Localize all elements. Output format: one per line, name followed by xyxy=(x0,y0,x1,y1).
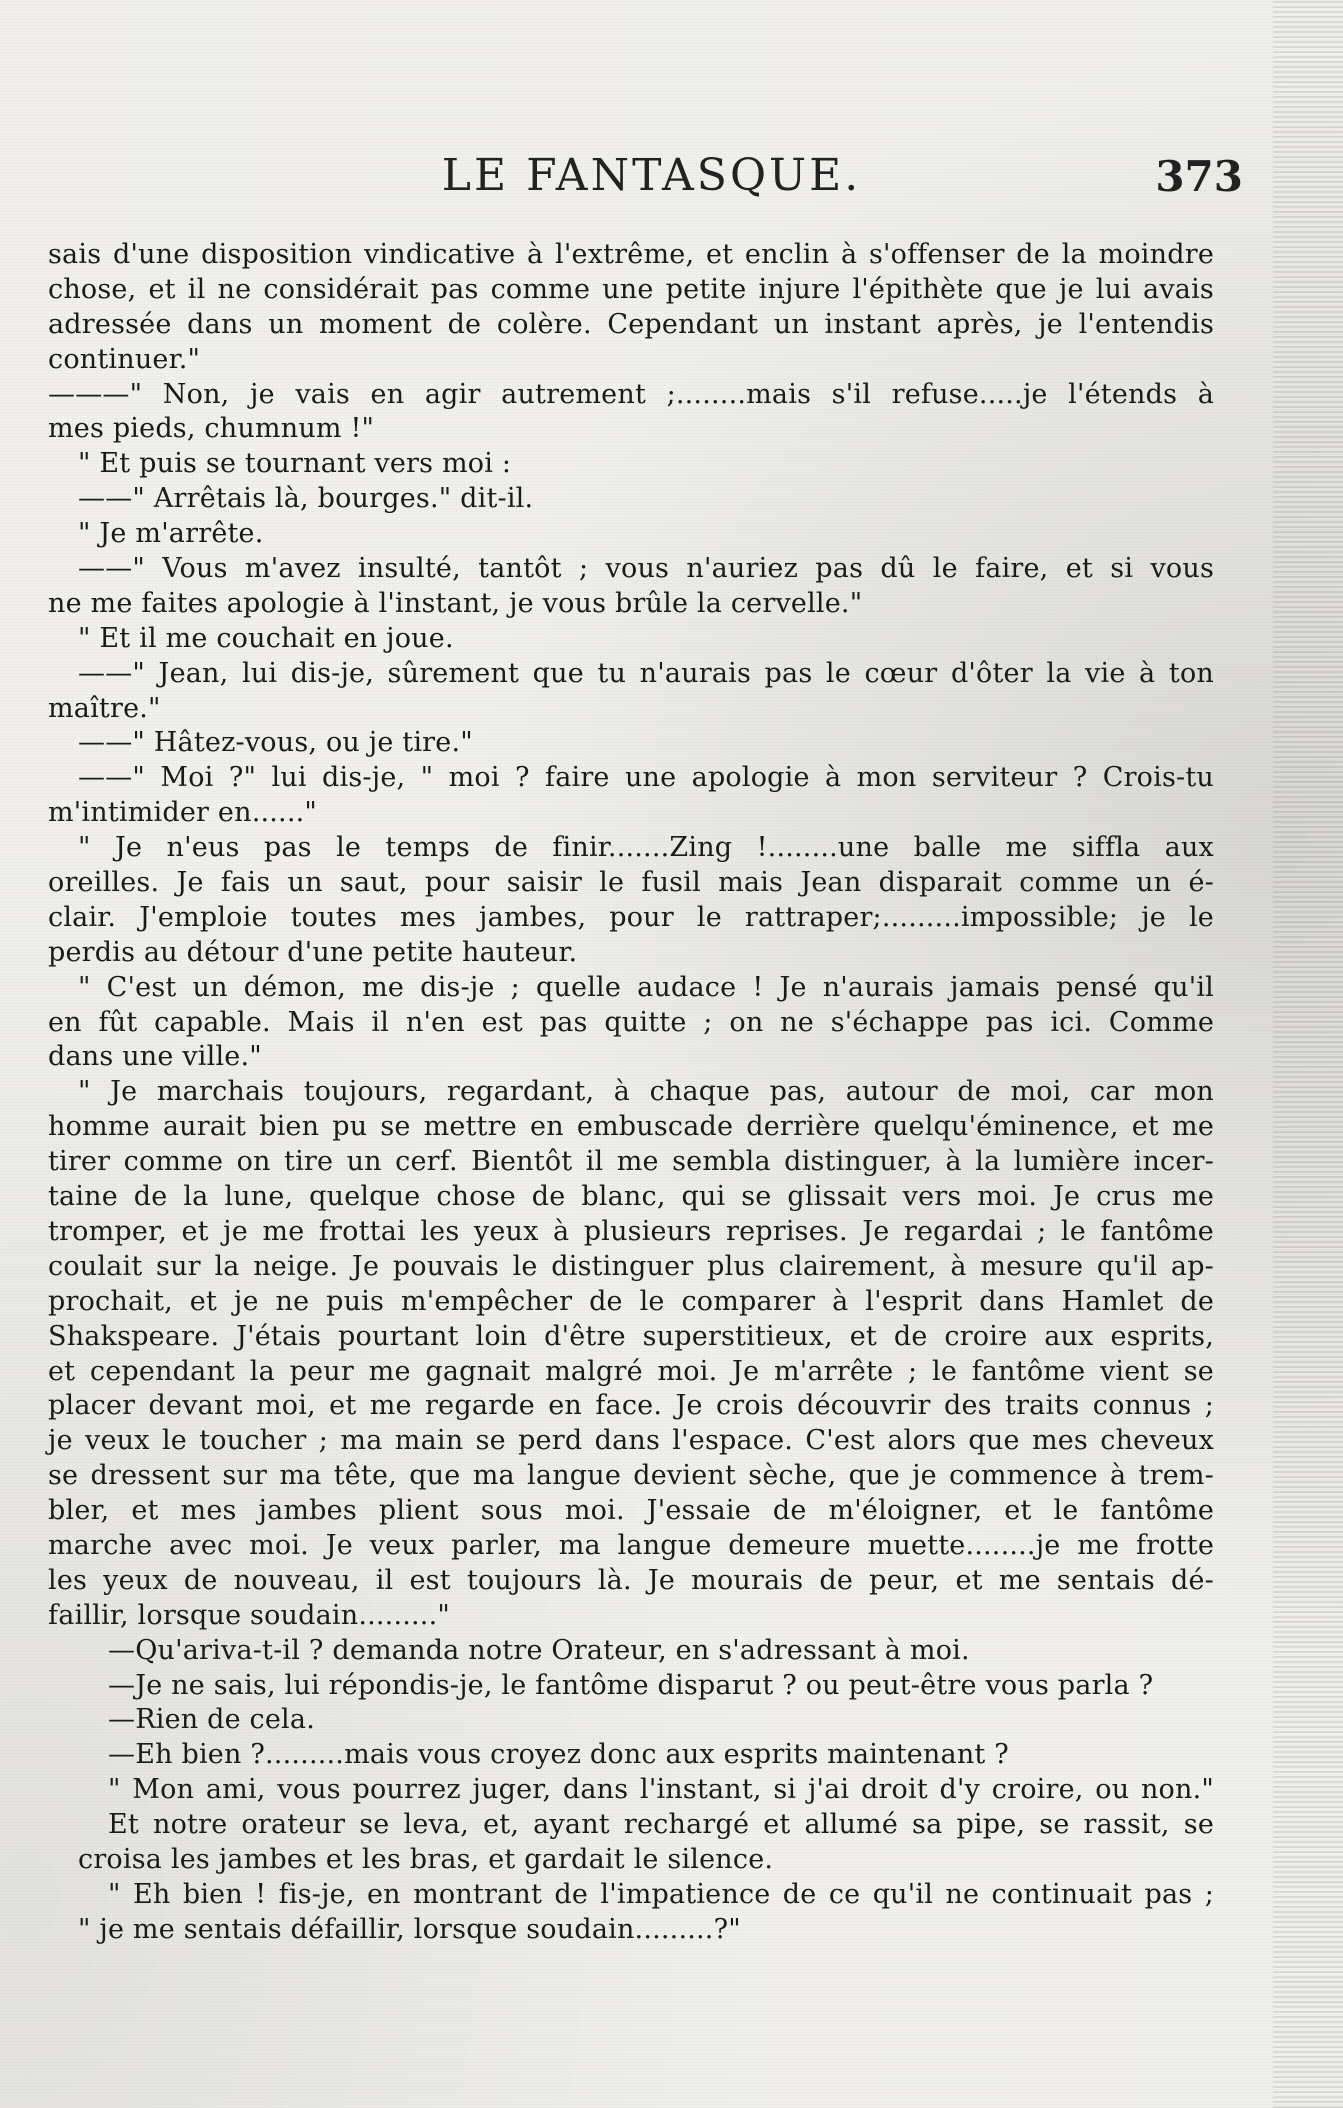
text-line: mes pieds, chumnum !" xyxy=(48,413,375,445)
text-line: continuer." xyxy=(48,343,201,375)
text-line: oreilles. Je fais un saut, pour saisir le fusil mais Jean disparait comme un é- xyxy=(48,867,1214,899)
text-line: clair. J'emploie toutes mes jambes, pour le rattraper;.........impossible; je le xyxy=(48,901,1214,933)
text-line: " Eh bien ! fis-je, en montrant de l'impatience de ce qu'il ne continuait pas ; xyxy=(108,1878,1214,1910)
text-line: bler, et mes jambes plient sous moi. J'essaie de m'éloigner, et le fantôme xyxy=(48,1495,1214,1527)
text-line: marche avec moi. Je veux parler, ma langue demeure muette........je me frotte xyxy=(48,1529,1214,1561)
text-line: homme aurait bien pu se mettre en embuscade derrière quelqu'éminence, et me xyxy=(48,1111,1214,1143)
text-line: ——" Hâtez-vous, ou je tire." xyxy=(78,727,473,759)
text-line: " Et puis se tournant vers moi : xyxy=(78,448,512,480)
running-title: LE FANTASQUE. xyxy=(441,150,862,201)
text-line: faillir, lorsque soudain........." xyxy=(48,1599,450,1631)
text-line: ne me faites apologie à l'instant, je vous brûle la cervelle." xyxy=(48,587,863,619)
text-line: " Je m'arrête. xyxy=(78,518,264,550)
text-line: " je me sentais défaillir, lorsque soudain.........?" xyxy=(78,1913,741,1945)
text-line: taine de la lune, quelque chose de blanc, qui se glissait vers moi. Je crus me xyxy=(48,1181,1214,1213)
text-line: ———" Non, je vais en agir autrement ;........mais s'il refuse.....je l'étends à xyxy=(48,378,1214,410)
text-line: Shakspeare. J'étais pourtant loin d'être superstitieux, et de croire aux esprits, xyxy=(48,1320,1214,1352)
text-line: les yeux de nouveau, il est toujours là. Je mourais de peur, et me sentais dé- xyxy=(48,1564,1214,1596)
text-line: m'intimider en......" xyxy=(48,797,318,829)
text-line: tirer comme on tire un cerf. Bientôt il me sembla distinguer, à la lumière incer- xyxy=(48,1146,1214,1178)
page-edge-shadow xyxy=(1273,0,1343,2108)
text-line: " C'est un démon, me dis-je ; quelle audace ! Je n'aurais jamais pensé qu'il xyxy=(78,971,1214,1003)
body-text xyxy=(48,238,1214,1948)
text-line: ——" Jean, lui dis-je, sûrement que tu n'aurais pas le cœur d'ôter la vie à ton xyxy=(78,657,1214,689)
text-line: croisa les jambes et les bras, et gardait le silence. xyxy=(78,1843,774,1875)
text-line: —Qu'ariva-t-il ? demanda notre Orateur, en s'adressant à moi. xyxy=(108,1634,970,1666)
text-line: —Rien de cela. xyxy=(108,1704,315,1736)
text-line: tromper, et je me frottai les yeux à plusieurs reprises. Je regardai ; le fantôme xyxy=(48,1215,1214,1247)
text-line: " Mon ami, vous pourrez juger, dans l'instant, si j'ai droit d'y croire, ou non." xyxy=(108,1774,1214,1806)
text-line: dans une ville." xyxy=(48,1041,262,1073)
text-line: maître." xyxy=(48,692,161,724)
text-line: —Je ne sais, lui répondis-je, le fantôme disparut ? ou peut-être vous parla ? xyxy=(108,1669,1154,1701)
text-line: " Je n'eus pas le temps de finir.......Zing !........une balle me siffla aux xyxy=(78,832,1214,864)
text-line: ——" Vous m'avez insulté, tantôt ; vous n'auriez pas dû le faire, et si vous xyxy=(78,553,1214,585)
page-number: 373 xyxy=(1155,152,1243,201)
text-line: coulait sur la neige. Je pouvais le distinguer plus clairement, à mesure qu'il ap- xyxy=(48,1250,1214,1282)
page-header xyxy=(60,150,1243,210)
text-line: —Eh bien ?.........mais vous croyez donc aux esprits maintenant ? xyxy=(108,1739,1009,1771)
text-line: ——" Moi ?" lui dis-je, " moi ? faire une apologie à mon serviteur ? Crois-tu xyxy=(78,762,1214,794)
text-line: je veux le toucher ; ma main se perd dans l'espace. C'est alors que mes cheveux xyxy=(48,1425,1214,1457)
text-line: placer devant moi, et me regarde en face. Je crois découvrir des traits connus ; xyxy=(48,1390,1214,1422)
text-line: Et notre orateur se leva, et, ayant rechargé et allumé sa pipe, se rassit, se xyxy=(108,1809,1214,1841)
text-line: sais d'une disposition vindicative à l'extrême, et enclin à s'offenser de la moindre xyxy=(48,239,1214,270)
text-line: adressée dans un moment de colère. Cependant un instant après, je l'entendis xyxy=(48,308,1214,340)
text-line: " Je marchais toujours, regardant, à chaque pas, autour de moi, car mon xyxy=(78,1076,1214,1108)
text-line: " Et il me couchait en joue. xyxy=(78,622,454,654)
text-line: en fût capable. Mais il n'en est pas quitte ; on ne s'échappe pas ici. Comme xyxy=(48,1006,1214,1038)
text-line: prochait, et je ne puis m'empêcher de le comparer à l'esprit dans Hamlet de xyxy=(48,1285,1214,1317)
text-line: ——" Arrêtais là, bourges." dit-il. xyxy=(78,483,534,515)
text-line: et cependant la peur me gagnait malgré moi. Je m'arrête ; le fantôme vient se xyxy=(48,1355,1214,1387)
text-line: se dressent sur ma tête, que ma langue devient sèche, que je commence à trem- xyxy=(48,1460,1214,1492)
text-line: chose, et il ne considérait pas comme une petite injure l'épithète que je lui avais xyxy=(48,273,1214,305)
text-line: perdis au détour d'une petite hauteur. xyxy=(48,936,578,968)
